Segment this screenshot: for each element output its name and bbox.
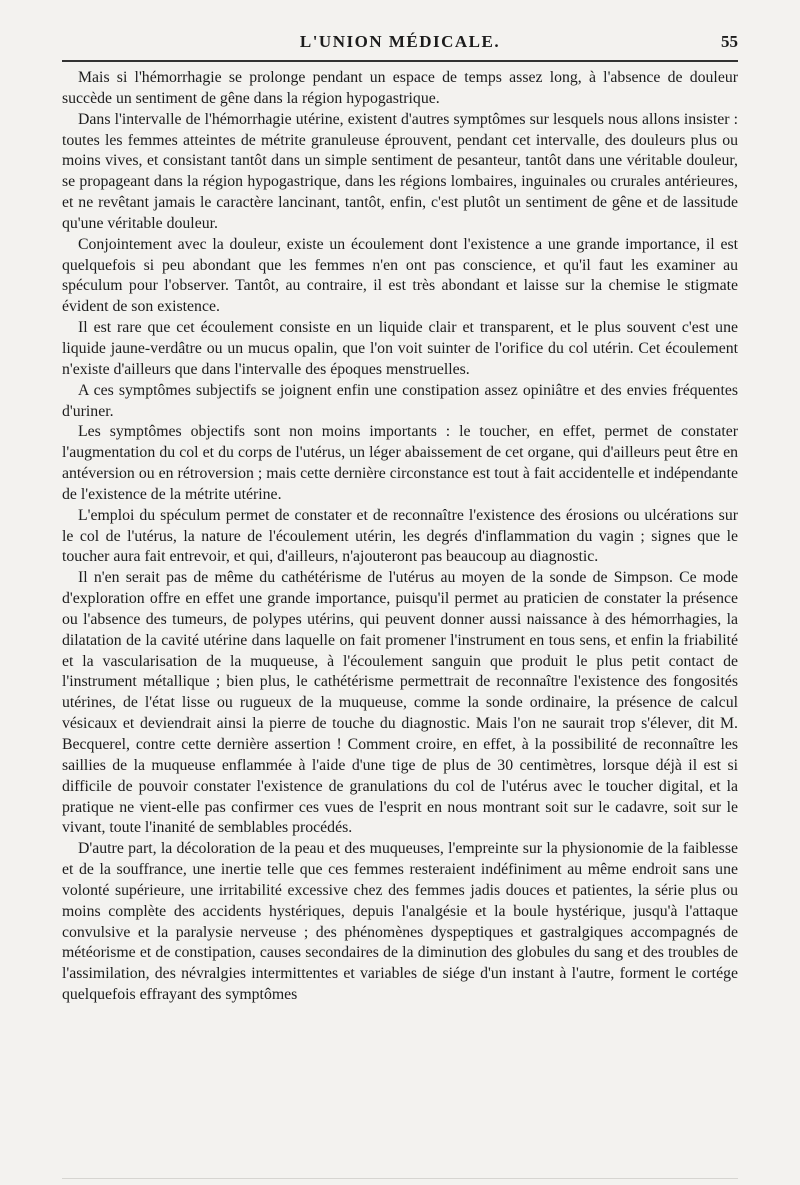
page-number: 55 (721, 32, 738, 51)
paragraph: Les symptômes objectifs sont non moins importants : le toucher, en effet, permet de constater l'augmentation du col et du corps de l'utérus, un léger abaissement de cet organe, qui d'ailleurs peut être en antéversion ou en rétroversion ; mais cette dernière circonstance est tout à fait accidentelle et indépendante de l'existence de la métrite utérine. (62, 423, 738, 503)
paragraph: Mais si l'hémorrhagie se prolonge pendant un espace de temps assez long, à l'absence de douleur succède un sentiment de gêne dans la région hypogastrique. (62, 69, 738, 107)
paragraph: Il est rare que cet écoulement consiste en un liquide clair et transparent, et le plus souvent c'est une liquide jaune-verdâtre ou un mucus opalin, que l'on voit suinter de l'orifice du col utérin. Cet écoulement n'existe d'ailleurs que dans l'intervalle des époques menstruelles. (62, 319, 738, 378)
paragraph: A ces symptômes subjectifs se joignent enfin une constipation assez opiniâtre et des envies fréquentes d'uriner. (62, 381, 738, 420)
paragraph: Dans l'intervalle de l'hémorrhagie utérine, existent d'autres symptômes sur lesquels nous allons insister : toutes les femmes atteintes de métrite granuleuse éprouvent, pendant cet intervalle, des douleurs plus ou moins vives, et consistant tantôt dans un simple sentiment de pesanteur, tantôt dans une véritable douleur, se propageant dans la région hypogastrique, dans les régions lombaires, inguinales ou crurales antérieures, et ne revêtant jamais le caractère lancinant, tantôt, enfin, c'est plutôt un sentiment de gêne et de lassitude qu'une véritable douleur. (62, 110, 738, 232)
page-edge-line (62, 1178, 738, 1179)
paragraph: Conjointement avec la douleur, existe un écoulement dont l'existence a une grande importance, il est quelquefois si peu abondant que les femmes n'en ont pas conscience, et qu'il faut les examiner au spéculum pour l'observer. Tantôt, au contraire, il est très abondant et laisse sur la chemise le stigmate évident de son existence. (62, 235, 738, 316)
running-title: L'UNION MÉDICALE. (299, 32, 501, 51)
body-text (62, 68, 738, 1006)
header-rule (62, 60, 738, 62)
paragraph: Il n'en serait pas de même du cathétérisme de l'utérus au moyen de la sonde de Simpson. Ce mode d'exploration offre en effet une grande importance, puisqu'il permet au praticien de constater la présence ou l'absence des tumeurs, de polypes utérins, qui peuvent donner aussi naissance à des hémorrhagies, la dilatation de la cavité utérine dans laquelle on fait promener l'instrument en tous sens, et enfin la friabilité et la vascularisation de la muqueuse, à l'écoulement sanguin que produit le plus petit contact de l'instrument métallique ; bien plus, le cathétérisme permettrait de reconnaître l'existence des fongosités utérines, de l'état lisse ou rugueux de la muqueuse, comme la sonde ordinaire, la présence de calcul vésicaux et deviendrait ainsi la pierre de touche du diagnostic. Mais l'on ne saurait trop s'élever, dit M. Becquerel, contre cette dernière assertion ! Comment croire, en effet, à la possibilité de reconnaître les saillies de la muqueuse enflammée à l'aide d'une tige de plus de 30 centimètres, lorsque déjà il est si difficile de pouvoir constater l'existence de granulations du col de l'utérus avec le toucher digital, et la pratique ne vient-elle pas confirmer ces vues de l'esprit en nous montrant soit sur le cadavre, soit sur le vivant, toute l'inanité de semblables procédés. (62, 569, 738, 837)
paragraph: L'emploi du spéculum permet de constater et de reconnaître l'existence des érosions ou ulcérations sur le col de l'utérus, la nature de l'écoulement utérin, les degrés d'inflammation du vagin ; signes que le toucher aura fait entrevoir, et qui, d'ailleurs, n'ajouteront pas beaucoup au diagnostic. (62, 506, 738, 566)
paragraph: D'autre part, la décoloration de la peau et des muqueuses, l'empreinte sur la physionomie de la faiblesse et de la souffrance, une inertie telle que ces femmes resteraient indéfiniment au même endroit sans une volonté supérieure, une irritabilité excessive chez des femmes jadis douces et patientes, la série plus ou moins complète des accidents hystériques, depuis l'analgésie et la boule hystérique, jusqu'à l'attaque convulsive et la paralysie nerveuse ; des phénomènes dyspeptiques et gastralgiques accompagnés de météorisme et de constipation, causes secondaires de la diminution des globules du sang et des troubles de l'assimilation, des névralgies intermittentes et variables de siége d'un instant à l'autre, forment le cortége quelquefois effrayant des symptômes (62, 840, 738, 1004)
page-header (62, 30, 738, 56)
